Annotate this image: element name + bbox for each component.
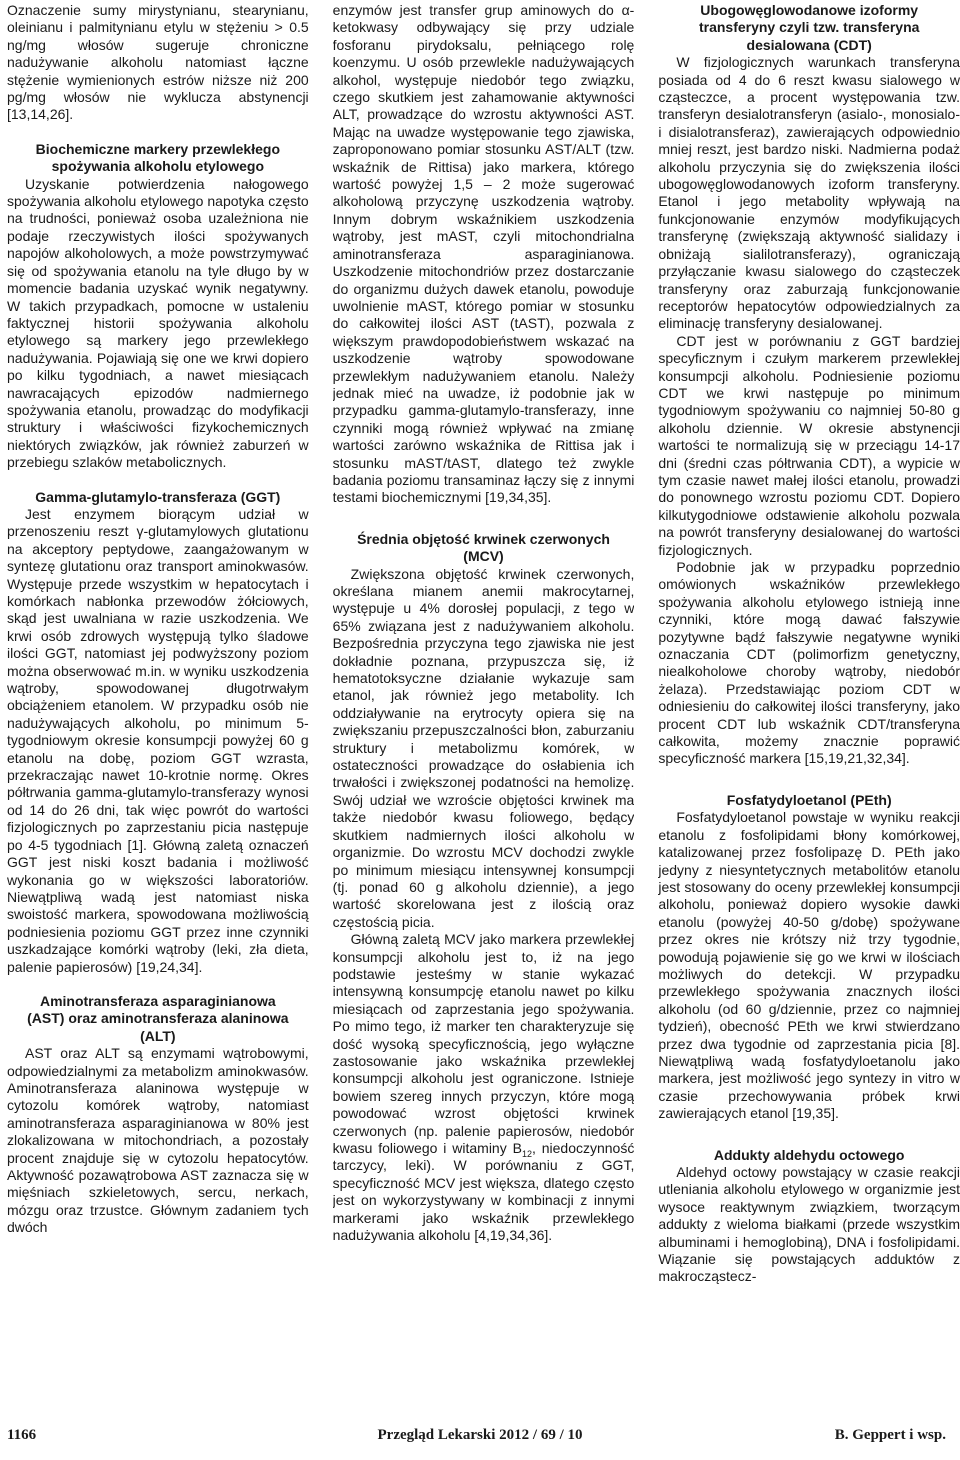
paragraph-mcv-1: Zwiększona objętość krwinek czerwonych, określana mianem anemii makrocytarnej, występuje u 4% dorosłej populacji, z tego w 65% związana jest z nadużywaniem alkoholu. Bezpośrednia przyczyna tego zjawiska nie jest dokładnie poznana, przypuszcza się, iż hematotoksyczne działanie wykazuje sam etanol, jak również jego metabolity. Ich oddziaływanie na erytrocyty opiera się na zwiększaniu przepuszczalności błon, zaburzaniu struktury i metabolizmu komórek, w ostateczności prowadzące do osłabienia ich trwałości i zwiększonej podatności na hemolizę. Swój udział we wzroście objętości krwinek ma także niedobór kwasu foliowego, będący skutkiem nadmiernych ilości alkoholu w organizmie. Do wzrostu MCV dochodzi zwykle po minimum miesiącu intensywnej konsumpcji (tj. ponad 60 g alkoholu dziennie), a jego wartość skorelowana jest z ilością oraz częstością picia. <box>332 565 635 930</box>
vitamin-subscript: 12 <box>521 1148 532 1159</box>
heading-cdt: Ubogowęglowodanowe izoformy transferyny czyli tzw. transferyna desialowana (CDT) <box>698 2 920 53</box>
column-middle <box>333 0 635 1405</box>
heading-biochemical-markers: Biochemiczne markery przewlekłego spożywania alkoholu etylowego <box>35 140 280 175</box>
heading-ggt: Gamma-glutamylo-transferaza (GGT) <box>35 488 281 505</box>
paragraph-intro: Oznaczenie sumy mirystynianu, stearynianu, oleinianu i palmitynianu etylu w stężeniu > 0.5 ng/mg włosów sugeruje chroniczne nadużywanie alkoholu natomiast łączne stężenie wymienionych estrów niższe niż 200 pg/mg włosów nie wyklucza abstynencji [13,14,26]. <box>7 2 309 123</box>
paragraph-cdt-1: W fizjologicznych warunkach transferyna posiada od 4 do 6 reszt kwasu sialowego w cząsteczce, a procent występowania tzw. transferyn desialotransferyn (asialo-, monosialo- i disialotransferaz), zawierających odpowiednio mniej reszt, jest bardzo niski. Nadmierna podaż alkoholu przyczynia się do zwiększenia ilości ubogowęglowodanowych izoform transferyny. Etanol i jego metabolity wpływają na funkcjonowanie enzymów modyfikujących transferynę (zwiększają aktywność sialidazy i obniżają sialilotransferazy), ograniczają przyłączanie kwasu sialowego do cząsteczek transferyny oraz zaburzają funkcjonowanie receptorów hepatocytów odpowiedzialnych za eliminację transferyny desialowanej. <box>658 54 960 332</box>
paragraph-mcv-2-text-a: Główną zaletą MCV jako markera przewlekłej konsumpcji alkoholu jest to, iż na jego podstawie jesteśmy w stanie wykazać intensywną konsumpcję etanolu nawet po kilku miesiącach od zaprzestania jego spożywania. Po mimo tego, iż marker ten charakteryzuje się dość wysoką specyficznością, jego wyłączne zastosowanie jako wskaźnika przewlekłej konsumpcji alkoholu jest ograniczone. Istnieje bowiem szereg innych przyczyn, które mogą powodować wzrost objętości krwinek czerwonych (np. palenie papierosów, niedobór kwasu foliowego i witaminy B <box>332 931 635 1156</box>
column-right <box>658 0 960 1405</box>
paragraph-mcv-2-text-b: , niedoczynność tarczycy, leki). W porównaniu z GGT, specyficzność MCV jest większa, dlatego często jest on wykorzystywany w kombinacji z innymi markerami jako wskaźnik przewlekłego nadużywania alkoholu [4,19,34,36]. <box>332 1140 635 1244</box>
column-left <box>7 0 309 1405</box>
heading-mcv: Średnia objętość krwinek czerwonych (MCV) <box>357 530 610 565</box>
paragraph-ggt: Jest enzymem biorącym udział w przenoszeniu reszt γ-glutamylowych glutationu na akceptory peptydowe, zaangażowanym w syntezę glutationu oraz transport aminokwasów. Występuje przede wszystkim w hepatocytach i komórkach nabłonka przewodów żółciowych, skąd jest uwalniana w razie uszkodzenia. We krwi osób zdrowych występują tylko śladowe ilości GGT, natomiast jej podwyższony poziom można obserwować m.in. w wyniku uszkodzenia wątroby, spowodowanej długotrwałym obciążeniem etanolem. W przypadku osób nie nadużywających alkoholu, po minimum 5-tygodniowym okresie konsumpcji powyżej 60 g etanolu na dobę, poziom GGT wzrasta, przekraczając nawet 10-krotnie normę. Okres półtrwania gamma-glutamylo-transferazy wynosi od 14 do 26 dni, tak więc powrót do wartości fizjologicznych po zaprzestaniu picia następuje po 4-5 tygodniach [1]. Główną zaletą oznaczeń GGT jest niski koszt badania i możliwość wykonania go w większości laboratoriów. Niewątpliwą wadą jest natomiast niska swoistość markera, spowodowana możliwością podniesienia poziomu GGT przez inne czynniki uszkadzające komórki wątroby (leki, zła dieta, palenie papierosów) [19,24,34]. <box>7 505 309 975</box>
journal-citation: Przegląd Lekarski 2012 / 69 / 10 <box>377 1427 583 1443</box>
paragraph-mcv-2 <box>333 931 635 1244</box>
authors: B. Geppert i wsp. <box>834 1427 946 1443</box>
paragraph-acetaldehyde-adducts: Aldehyd octowy powstający w czasie reakcji utleniania alkoholu etylowego w organizmie jest wysoce reaktywnym związkiem, tworzącym addukty z wieloma białkami (przede wszystkim albuminami i hemoglobiną), DNA i fosfolipidami. Wiązanie się powstających adduktów z makrocząstecz- <box>658 1164 960 1285</box>
paragraph-ast-alt: AST oraz ALT są enzymami wątrobowymi, odpowiedzialnymi za metabolizm aminokwasów. Aminotransferaza alaninowa występuje w cytozolu komórek wątroby, natomiast aminotransferaza asparaginianowa w 80% jest zlokalizowana w mitochondriach, a pozostały procent znajduje się w cytozolu hepatocytów. Aktywność pozawątrobowa AST zaznacza się w mięśniach szkieletowych, sercu, nerkach, mózgu oraz trzustce. Głównym zadaniem tych dwóch <box>7 1045 309 1236</box>
heading-peth: Fosfatydyloetanol (PEth) <box>726 791 892 808</box>
heading-ast-alt: Aminotransferaza asparaginianowa (AST) oraz aminotransferaza alaninowa (ALT) <box>27 992 289 1044</box>
page-number: 1166 <box>7 1427 37 1443</box>
paragraph-peth: Fosfatydyloetanol powstaje w wyniku reakcji etanolu z fosfolipidami błony komórkowej, katalizowanej przez fosfolipazę D. PEth jako jedyny z niesyntetycznych metabolitów etanolu jest stosowany do oceny przewlekłej konsumpcji alkoholu, ponieważ dopiero wysokie dawki etanolu (powyżej 40-50 g/dobę) spożywane przez okres nie krótszy niż trzy tygodnie, powodują pojawienie się go we krwi w ilościach możliwych do detekcji. W przypadku przewlekłego spożywania znacznych ilości alkoholu (od 60 g/dziennie, przez co najmniej tydzień), obecność PEth we krwi stwierdzano przez dwa tygodnie od zaprzestania picia [8]. Niewątpliwą wadą fosfatydyloetanolu jako markera, jest możliwość jego syntezy in vitro w czasie przechowywania próbek krwi zawierających etanol [19,35]. <box>658 809 960 1122</box>
paragraph-biochemical-markers: Uzyskanie potwierdzenia nałogowego spożywania alkoholu etylowego napotyka często na trudności, ponieważ osoba uzależniona nie podaje rzeczywistych ilości spożywanych napojów alkoholowych, a może powstrzymywać się od spożywania etanolu na tyle długo by w momencie badania uzyskać wynik negatywny. W takich przypadkach, pomocne w ustaleniu faktycznej historii spożywania alkoholu etylowego są markery jego przewlekłego nadużywania. Pojawiają się one we krwi dopiero po kilku tygodniach, a nawet miesiącach nawracających epizodów nadmiernego spożywania etanolu, prowadząc do modyfikacji struktury i właściwości fizykochemicznych niektórych związków, jak również zaburzeń w przebiegu szlaków metabolicznych. <box>7 175 309 471</box>
page-footer <box>0 1427 960 1449</box>
heading-acetaldehyde-adducts: Addukty aldehydu octowego <box>713 1146 905 1163</box>
paragraph-cdt-2: CDT jest w porównaniu z GGT bardziej specyficznym i czułym markerem przewlekłej konsumpcji alkoholu. Podniesienie poziomu CDT we krwi następuje po minimum tygodniowym spożywaniu co najmniej 50-80 g alkoholu dziennie. W okresie abstynencji wartości te normalizują się w przeciągu 14-17 dni (średni czas półtrwania CDT), a wypicie w tym czasie nawet małej ilości etanolu, prowadzi do ponownego wzrostu poziomu CDT. Dopiero kilkutygodniowe odstawienie alkoholu pozwala na powrót transferyny desialowanej do wartości fizjologicznych. <box>658 332 960 558</box>
paragraph-cdt-3: Podobnie jak w przypadku poprzednio omówionych wskaźników przewlekłego spożywania alkoholu etylowego istnieją inne czynniki, które mogą dawać fałszywie pozytywne bądź fałszywie negatywne wyniki oznaczania CDT (polimorfizm genetyczny, niealkoholowe choroby wątroby, niedobór żelaza). Przedstawiając poziom CDT w odniesieniu do całkowitej ilości transferyny, jako procent CDT lub wskaźnik CDT/transferyna całkowita, możemy znacznie poprawić specyficzność markera [15,19,21,32,34]. <box>658 559 960 767</box>
paragraph-ast-alt-continued: enzymów jest transfer grup aminowych do α-ketokwasy odbywający się przy udziale fosforanu pirydoksalu, pełniącego rolę koenzymu. U osób przewlekle nadużywających alkohol, występuje niedobór tego związku, czego skutkiem jest zahamowanie aktywności ALT, prowadzące do wzrostu aktywności AST. Mając na uwadze występowanie tego zjawiska, zaproponowano pomiar stosunku AST/ALT (tzw. wskaźnik de Rittisa) jako markera, którego wartość powyżej 1,5 – 2 może sugerować alkoholową przyczynę uszkodzenia wątroby. Innym dobrym wskaźnikiem uszkodzenia wątroby, jest mAST, czyli mitochondrialna aminotransferaza asparaginianowa. Uszkodzenie mitochondriów przez dostarczanie do organizmu dużych dawek etanolu, powoduje uwolnienie mAST, którego pomiar w stosunku do całkowitej ilości AST (tAST), pozwala z większym prawdopodobieństwem wskazać na uszkodzenie wątroby spowodowane przewlekłym nadużywaniem etanolu. Należy jednak mieć na uwadze, iż podobnie jak w przypadku gamma-glutamylo-transferazy, inne czynniki mogą również wpływać na zmianę wartości zarówno wskaźnika de Rittisa jak i stosunku mAST/tAST, dlatego też zwykle badania poziomu transaminaz łączy się z innymi testami biochemicznymi [19,34,35]. <box>332 2 635 506</box>
